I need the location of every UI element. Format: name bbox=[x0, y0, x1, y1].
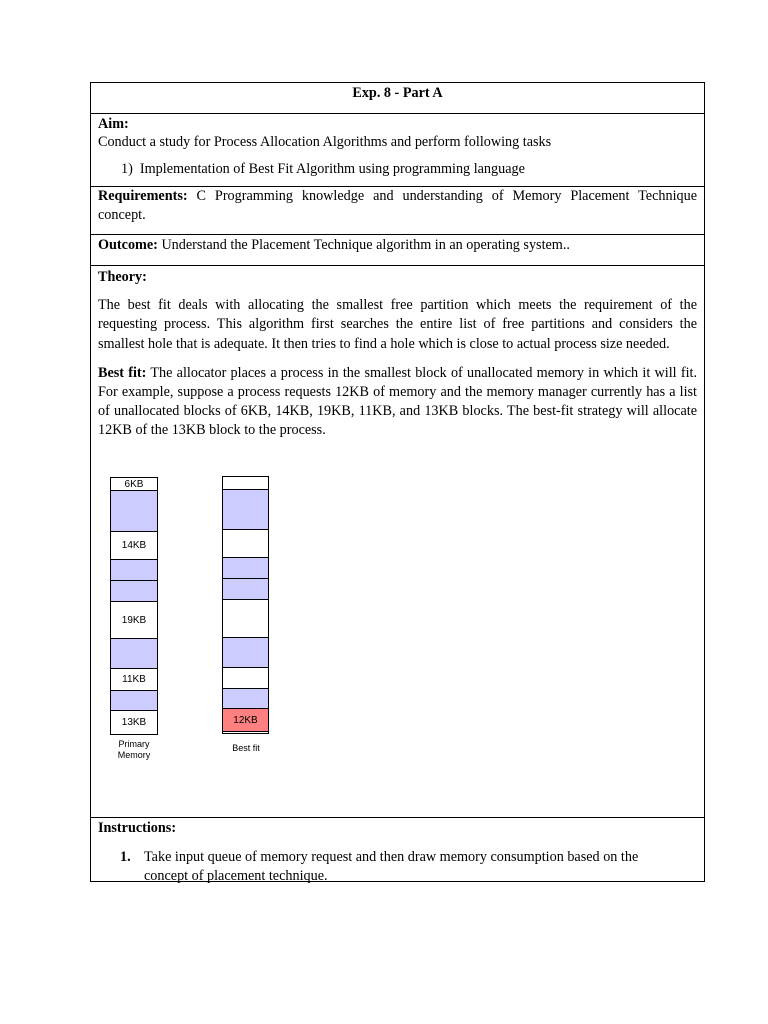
instructions-section bbox=[91, 817, 704, 884]
memory-block-14kb: 14KB bbox=[111, 531, 157, 559]
aim-task-item bbox=[98, 160, 697, 178]
requirements-label: Requirements: bbox=[98, 188, 188, 204]
bestfit-label: Best fit: bbox=[98, 364, 147, 381]
outcome-label: Outcome: bbox=[98, 237, 158, 253]
memory-block-19kb: 19KB bbox=[111, 601, 157, 638]
instruction-number: 1. bbox=[120, 849, 131, 865]
instruction-text: Take input queue of memory request and then draw memory consumption based on the concept of placement technique. bbox=[144, 849, 639, 884]
bestfit-text: The allocator places a process in the smallest block of unallocated memory in which it will fit. For example, suppose a process requests 12KB of memory and the memory manager currently has a list of unallocated blocks of 6KB, 14KB, 19KB, 11KB, and 13KB blocks. The best-fit strategy will allocate 12KB of the 13KB block to the process. bbox=[98, 364, 697, 439]
primary-caption-line-1: Primary bbox=[118, 739, 150, 749]
memory-block-6kb: 6KB bbox=[111, 478, 157, 490]
aim-task-text: Implementation of Best Fit Algorithm using programming language bbox=[139, 161, 525, 177]
memory-block-13kb: 13KB bbox=[111, 710, 157, 734]
title-row bbox=[91, 83, 704, 113]
best-fit-allocated-block: 12KB bbox=[223, 708, 268, 731]
requirements-text: C Programming knowledge and understanding of Memory Placement Technique concept. bbox=[98, 188, 697, 223]
primary-caption-line-2: Memory bbox=[117, 750, 151, 760]
page-title: Exp. 8 - Part A bbox=[352, 85, 443, 101]
theory-paragraph-2 bbox=[98, 364, 697, 441]
aim-section bbox=[91, 113, 704, 186]
instruction-item bbox=[98, 848, 697, 886]
requirements-section bbox=[91, 186, 704, 234]
aim-text: Conduct a study for Process Allocation Algorithms and perform following tasks bbox=[98, 134, 552, 150]
outcome-section bbox=[91, 234, 704, 265]
aim-task-number: 1) bbox=[121, 161, 133, 177]
experiment-table bbox=[90, 82, 705, 882]
theory-label: Theory: bbox=[98, 269, 147, 285]
theory-section bbox=[91, 265, 704, 817]
instructions-label: Instructions: bbox=[98, 820, 177, 836]
best-fit-caption: Best fit bbox=[232, 743, 260, 753]
outcome-text: Understand the Placement Technique algorithm in an operating system.. bbox=[157, 237, 570, 253]
theory-paragraph-1: The best fit deals with allocating the smallest free partition which meets the requirement of the requesting process. This algorithm first searches the entire list of free partitions and considers the smallest hole that is adequate. It then tries to find a hole which is close to actual process size needed. bbox=[98, 297, 697, 352]
aim-label: Aim: bbox=[98, 116, 129, 132]
memory-block-11kb: 11KB bbox=[111, 668, 157, 690]
